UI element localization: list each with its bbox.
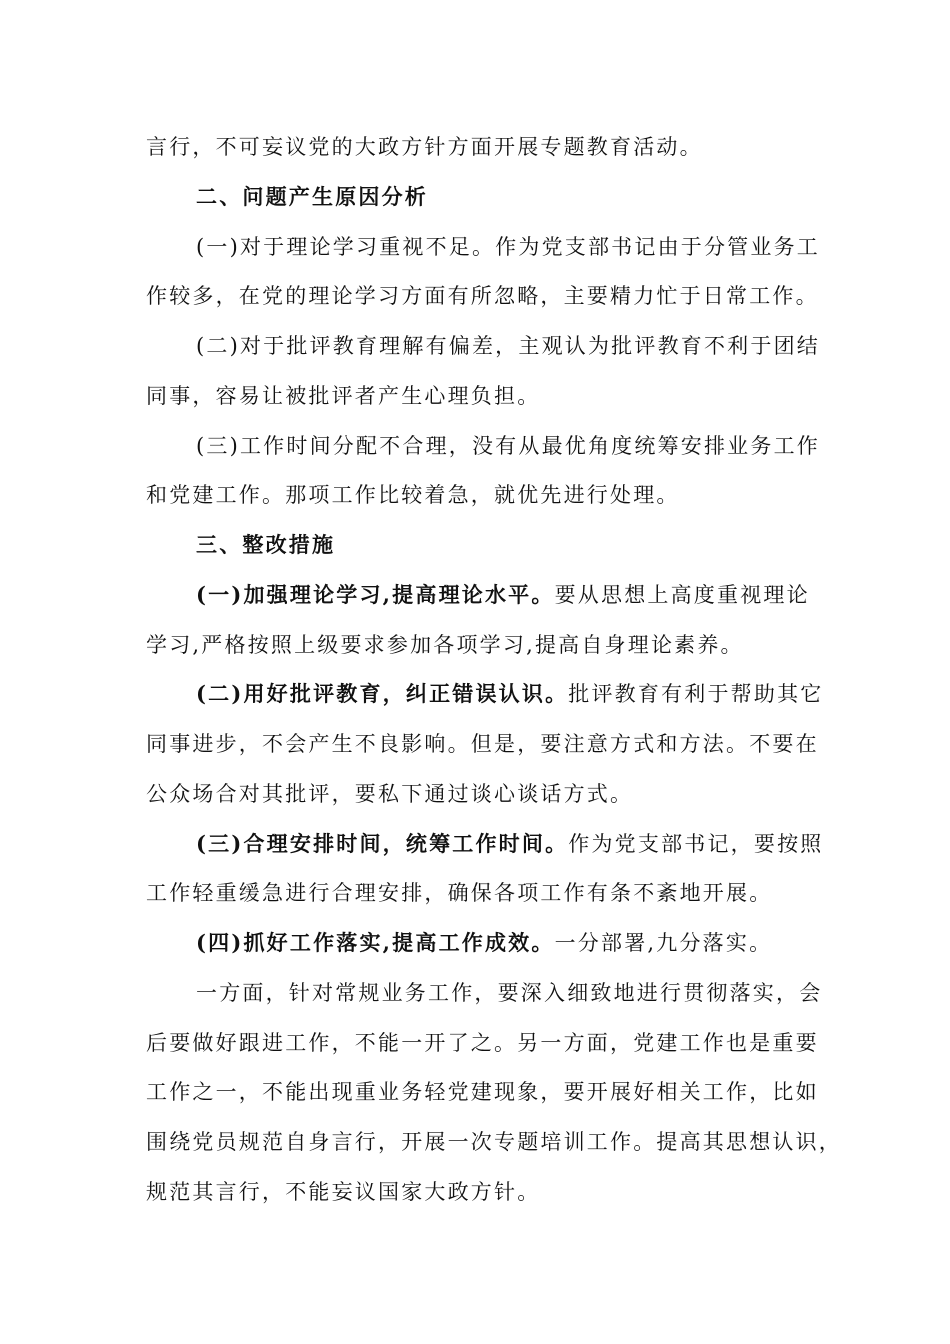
paragraph-line: 同事，容易让被批评者产生心理负担。 [146,384,541,408]
paragraph-text: 批评教育有利于帮助其它 [568,682,824,706]
paragraph-line: 公众场合对其批评，要私下通过谈心谈话方式。 [146,782,634,806]
paragraph-line [196,830,823,858]
paragraph-line: 和党建工作。那项工作比较着急，就优先进行处理。 [146,483,680,507]
paragraph-line: 工作轻重缓急进行合理安排，确保各项工作有条不紊地开展。 [146,881,773,905]
paragraph-line [196,929,772,957]
paragraph-line: 一方面，针对常规业务工作，要深入细致地进行贯彻落实，会 [196,981,823,1005]
paragraph-line: 言行，不可妄议党的大政方针方面开展专题教育活动。 [146,135,703,159]
subheading-lead: (三)合理安排时间，统筹工作时间。 [196,831,569,856]
subheading-lead: (四)抓好工作落实,提高工作成效。 [196,930,555,955]
paragraph-text: 作为党支部书记，要按照 [568,832,824,856]
paragraph-line [196,680,823,708]
paragraph-line: 作较多，在党的理论学习方面有所忽略，主要精力忙于日常工作。 [146,284,819,308]
paragraph-line: 同事进步，不会产生不良影响。但是，要注意方式和方法。不要在 [146,732,819,756]
paragraph-line: 后要做好跟进工作，不能一开了之。另一方面，党建工作也是重要 [146,1031,819,1055]
subheading-lead: (一)加强理论学习,提高理论水平。 [196,582,555,607]
section-heading: 二、问题产生原因分析 [196,184,428,209]
paragraph-line: 学习,严格按照上级要求参加各项学习,提高自身理论素养。 [146,633,744,657]
paragraph-text: 要从思想上高度重视理论 [554,583,810,607]
paragraph-line: 工作之一，不能出现重业务轻党建现象，要开展好相关工作，比如 [146,1080,819,1104]
subheading-lead: (二)用好批评教育，纠正错误认识。 [196,681,569,706]
paragraph-line: 围绕党员规范自身言行，开展一次专题培训工作。提高其思想认识， [146,1130,842,1154]
paragraph-line: 规范其言行，不能妄议国家大政方针。 [146,1180,541,1204]
section-heading: 三、整改措施 [196,532,336,557]
paragraph-line: (二)对于批评教育理解有偏差，主观认为批评教育不利于团结 [196,334,820,358]
paragraph-line: (一)对于理论学习重视不足。作为党支部书记由于分管业务工 [196,235,820,259]
paragraph-line: (三)工作时间分配不合理，没有从最优角度统筹安排业务工作 [196,434,820,458]
paragraph-line [196,581,810,609]
paragraph-text: 一分部署,九分落实。 [554,931,773,955]
